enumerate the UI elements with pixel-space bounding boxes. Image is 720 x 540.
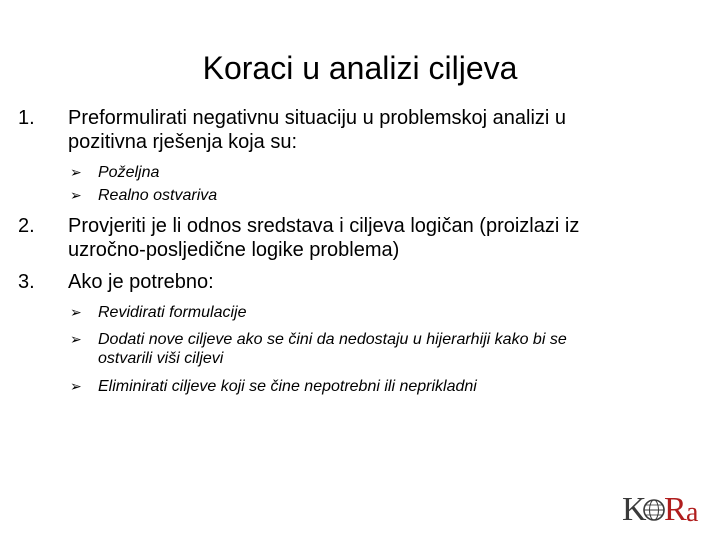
logo-letter-r: R — [664, 491, 687, 528]
list-item-1 — [68, 106, 698, 154]
arrow-bullet-icon: ➢ — [70, 187, 82, 203]
globe-icon — [642, 498, 666, 522]
logo-letter-a: a — [686, 497, 699, 528]
list-item-2-line2: uzročno-posljedične logike problema) — [68, 239, 400, 261]
arrow-bullet-icon: ➢ — [70, 304, 82, 320]
sub-item-3-2 — [70, 330, 700, 368]
sub-item-3-3 — [70, 377, 700, 396]
sub-item-3-1-text: Revidirati formulacije — [98, 304, 247, 321]
list-item-3-line1: Ako je potrebno: — [68, 271, 214, 293]
sub-item-3-1 — [70, 303, 700, 322]
sub-item-3-2-text: Dodati nove ciljeve ako se čini da nedostaju u hijerarhiji kako bi se — [98, 331, 567, 348]
sub-item-1-2 — [70, 186, 700, 205]
list-item-3 — [68, 270, 698, 294]
arrow-bullet-icon: ➢ — [70, 378, 82, 394]
list-number-2: 2. — [18, 215, 35, 237]
list-number-3: 3. — [18, 271, 35, 293]
sub-item-3-2-text-line2: ostvarili viši ciljevi — [98, 350, 224, 367]
arrow-bullet-icon: ➢ — [70, 164, 82, 180]
list-item-2 — [68, 214, 698, 262]
sub-item-3-3-text: Eliminirati ciljeve koji se čine nepotrebni ili neprikladni — [98, 378, 477, 395]
sub-item-1-1 — [70, 163, 700, 182]
list-item-1-line1: Preformulirati negativnu situaciju u problemskoj analizi u — [68, 107, 567, 129]
list-item-1-line2: pozitivna rješenja koja su: — [68, 131, 298, 153]
kora-logo — [622, 492, 712, 528]
slide-title: Koraci u analizi ciljeva — [202, 50, 518, 86]
list-item-2-line1: Provjeriti je li odnos sredstava i ciljeva logičan (proizlazi iz — [68, 215, 580, 237]
list-number-1: 1. — [18, 107, 35, 129]
sub-item-1-1-text: Poželjna — [98, 164, 160, 181]
logo-letter-k: K — [622, 491, 647, 528]
arrow-bullet-icon: ➢ — [70, 331, 82, 347]
sub-item-1-2-text: Realno ostvariva — [98, 187, 218, 204]
